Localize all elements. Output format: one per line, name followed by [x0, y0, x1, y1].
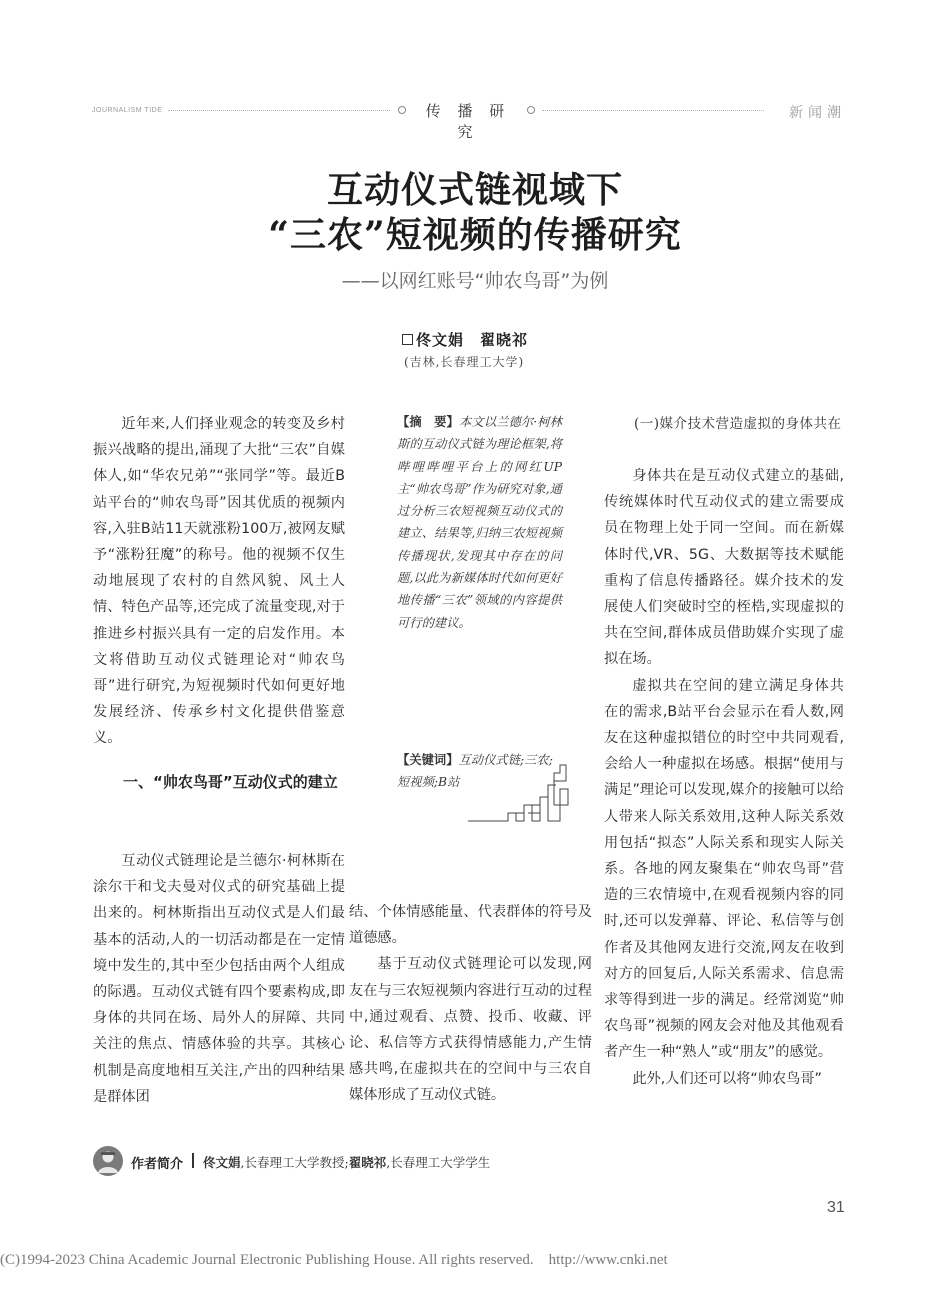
section1-column1 [93, 848, 345, 1110]
byline-authors: 佟文娟 翟晓祁 [416, 331, 529, 349]
author-note-desc2: ,长春理工大学学生 [386, 1155, 491, 1170]
author-note-desc1: ,长春理工大学教授; [240, 1155, 349, 1170]
author-note-label: 作者简介 [131, 1157, 184, 1172]
fret-ornament-icon [468, 763, 576, 829]
journal-name-en: JOURNALISM TIDE [92, 107, 163, 114]
header-circle-right [527, 106, 535, 114]
intro-paragraph: 近年来,人们择业观念的转变及乡村振兴战略的提出,涌现了大批“三农”自媒体人,如“华农兄弟”“张同学”等。最近B站平台的“帅农鸟哥”因其优质的视频内容,入驻B站11天就涨粉100万,被网友赋予“涨粉狂魔”的称号。他的视频不仅生动地展现了农村的自然风貌、风土人情、特色产品等,还完成了流量变现,对于推进乡村振兴具有一定的启发作用。本文将借助互动仪式链理论对“帅农鸟哥”进行研究,为短视频时代如何更好地发展经济、传承乡村文化提供借鉴意义。 [93, 416, 345, 747]
subsection1-paragraph1: 身体共在是互动仪式建立的基础,传统媒体时代互动仪式的建立需要成员在物理上处于同一空间。而在新媒体时代,VR、5G、大数据等技术赋能重构了信息传播路径。媒介技术的发展使人们突破时空的桎梏,实现虚拟的共在空间,群体成员借助媒介实现了虚拟在场。 [604, 468, 844, 668]
subsection1-column [604, 463, 844, 1092]
section1-paragraph2: 基于互动仪式链理论可以发现,网友在与三农短视频内容进行互动的过程中,通过观看、点赞、投币、收藏、评论、私信等方式获得情感能力,产生情感共鸣,在虚拟共在的空间中与三农自媒体形成了互动仪式链。 [349, 956, 592, 1104]
abstract [397, 411, 562, 634]
page-number: 31 [827, 1199, 845, 1216]
header-circle-left [398, 106, 406, 114]
author-avatar-icon [93, 1146, 123, 1176]
keywords-text: 互动仪式链;三农;短视频;B站 [397, 753, 553, 790]
article-subtitle: ——以网红账号“帅农鸟哥”为例 [341, 270, 609, 292]
byline-affiliation: (吉林,长春理工大学) [404, 355, 525, 369]
byline-box-icon [402, 334, 413, 345]
journal-name-cn: 新闻潮 [789, 104, 846, 120]
subsection1-heading: (一)媒介技术营造虚拟的身体共在 [634, 416, 842, 432]
author-note-name1: 佟文娟 [203, 1155, 241, 1170]
header-dotted-rule-left [168, 110, 390, 111]
section1-heading: 一、“帅农鸟哥”互动仪式的建立 [123, 773, 338, 791]
subsection1-paragraph3: 此外,人们还可以将“帅农鸟哥” [632, 1070, 822, 1087]
keywords-label: 【关键词】 [397, 753, 459, 767]
author-note-divider [192, 1153, 194, 1168]
section-label: 传 播 研 究 [425, 102, 511, 141]
author-note-name2: 翟晓祁 [348, 1155, 387, 1170]
abstract-label: 【摘 要】 [397, 415, 459, 429]
section1-paragraph: 互动仪式链理论是兰德尔·柯林斯在涂尔干和戈夫曼对仪式的研究基础上提出来的。柯林斯指出互动仪式是人们最基本的活动,人的一切活动都是在一定情境中发生的,其中至少包括由两个人组成的际遇。互动仪式链有四个要素构成,即身体的共同在场、局外人的屏障、共同关注的焦点、情感体验的共享。其核心机制是高度地相互关注,产出的四种结果是群体团 [93, 853, 345, 1105]
subsection1-paragraph2: 虚拟共在空间的建立满足身体共在的需求,B站平台会显示在看人数,网友在这种虚拟错位的时空中共同观看,会给人一种虚拟在场感。根据“使用与满足”理论可以发现,媒介的接触可以给人带来人际关系效用,这种人际关系效用包括“拟态”人际关系和现实人际关系。各地的网友聚集在“帅农鸟哥”营造的三农情境中,在观看视频内容的同时,还可以发弹幕、评论、私信等与创作者及其他网友进行交流,网友在收到对方的回复后,人际关系需求、信息需求等得到进一步的满足。经常浏览“帅农鸟哥”视频的网友会对他及其他观看者产生一种“熟人”或“朋友”的感觉。 [604, 677, 844, 1061]
article-title-line1: 互动仪式链视域下 [326, 169, 623, 211]
copyright-line: (C)1994-2023 China Academic Journal Electronic Publishing House. All rights reserved. http://www.cnki.net [0, 1252, 668, 1268]
abstract-text: 本文以兰德尔·柯林斯的互动仪式链为理论框架,将哔哩哔哩平台上的网红UP主“帅农鸟哥”作为研究对象,通过分析三农短视频互动仪式的建立、结果等,归纳三农短视频传播现状,发现其中存在的问题,以此为新媒体时代如何更好地传播“三农”领域的内容提供可行的建议。 [397, 415, 562, 630]
header-dotted-rule-right [542, 110, 764, 111]
intro-column [93, 411, 345, 752]
section1-column2 [349, 899, 592, 1109]
author-note-text [203, 1153, 490, 1171]
article-title-line2: “三农”短视频的传播研究 [268, 214, 682, 256]
section1-paragraph-continued: 结、个体情感能量、代表群体的符号及道德感。 [349, 904, 592, 947]
